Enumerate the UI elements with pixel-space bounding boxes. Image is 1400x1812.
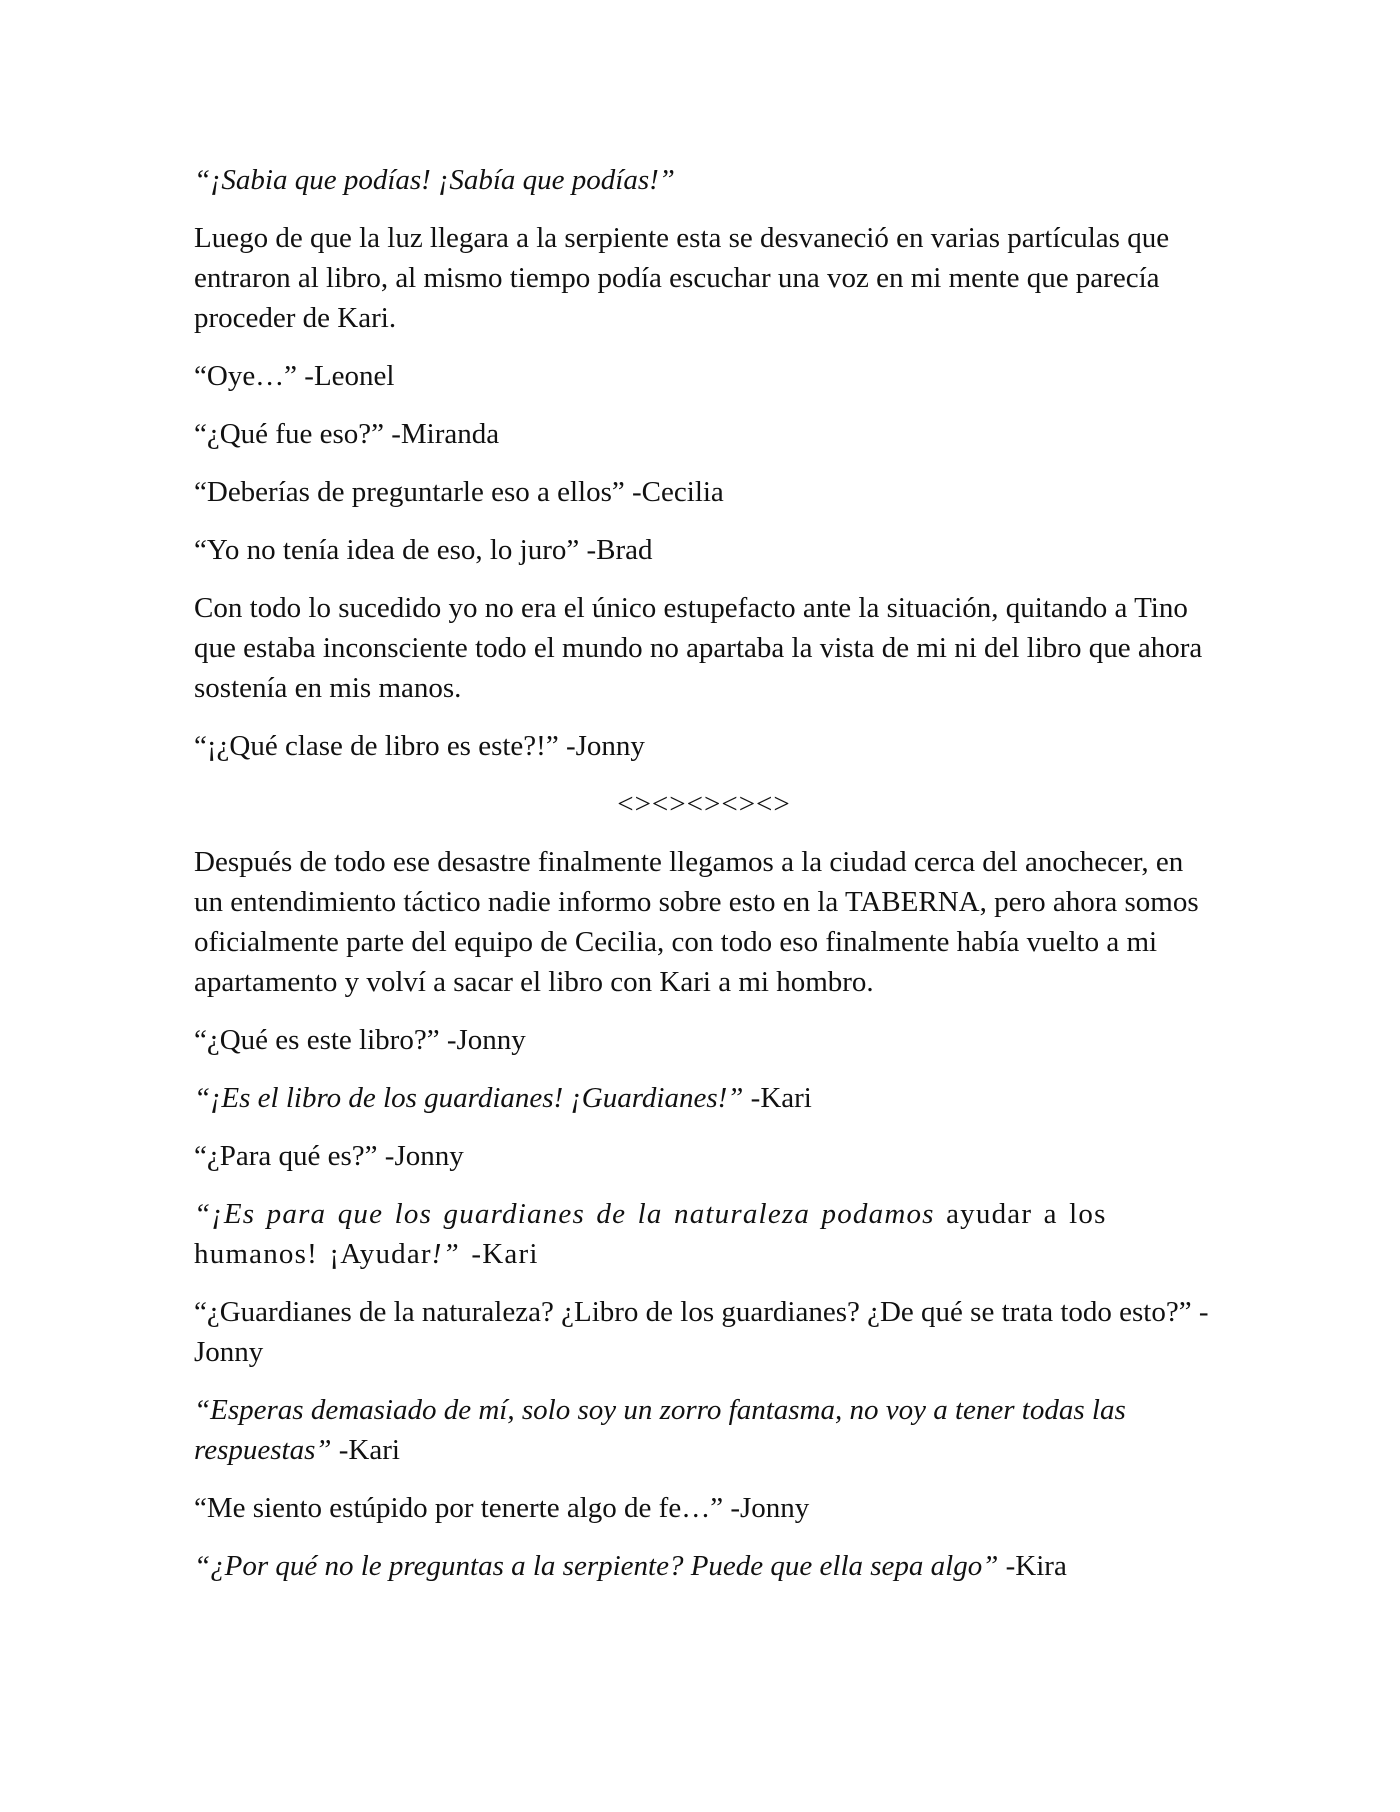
body-text: ayudar a los humanos! ¡Ayudar (194, 1198, 1107, 1270)
italic-text: “¿Por qué no le preguntas a la serpiente? Puede que ella sepa algo” (194, 1550, 999, 1582)
scene-separator: <><><><><> (617, 788, 791, 820)
dialogue-text: “Yo no tenía idea de eso, lo juro” -Brad (194, 534, 653, 566)
dialogue-text: “¿Guardianes de la naturaleza? ¿Libro de los guardianes? ¿De qué se trata todo esto?” -Jonny (194, 1296, 1209, 1368)
speaker-tag: -Kari (459, 1238, 539, 1270)
italic-text: !” (431, 1238, 460, 1270)
speaker-tag: -Kari (743, 1082, 812, 1114)
dialogue-text: “¿Qué es este libro?” -Jonny (194, 1024, 526, 1056)
dialogue-text: “¿Qué fue eso?” -Miranda (194, 418, 500, 450)
paragraph-8 (194, 726, 1214, 766)
dialogue-text: “Deberías de preguntarle eso a ellos” -Cecilia (194, 476, 724, 508)
document-page (194, 160, 1214, 1604)
speaker-tag: -Kira (998, 1550, 1067, 1582)
body-text: Después de todo ese desastre finalmente llegamos a la ciudad cerca del anochecer, en un entendimiento táctico nadie informo sobre esto en la TABERNA, pero ahora somos oficialmente parte del equipo de Cecilia, con todo eso finalmente había vuelto a mi apartamento y volví a sacar el libro con Kari a mi hombro. (194, 846, 1199, 998)
paragraph-9 (194, 842, 1214, 1002)
paragraph-2 (194, 218, 1214, 338)
paragraph-3 (194, 356, 1214, 396)
speaker-tag: -Kari (331, 1434, 400, 1466)
paragraph-14 (194, 1292, 1214, 1372)
paragraph-6 (194, 530, 1214, 570)
body-text: Luego de que la luz llegara a la serpiente esta se desvaneció en varias partículas que entraron al libro, al mismo tiempo podía escuchar una voz en mi mente que parecía proceder de Kari. (194, 222, 1170, 334)
dialogue-text: “¿Para qué es?” -Jonny (194, 1140, 464, 1172)
italic-text: “Esperas demasiado de mí, solo soy un zorro fantasma, no voy a tener todas las respuestas” (194, 1394, 1126, 1466)
paragraph-11 (194, 1078, 1214, 1118)
italic-text: “¡Es para que los guardianes de la naturaleza podamos (194, 1198, 935, 1230)
italic-text: “¡Sabia que podías! ¡Sabía que podías!” (194, 164, 675, 196)
paragraph-1 (194, 160, 1214, 200)
dialogue-text: “Oye…” -Leonel (194, 360, 395, 392)
paragraph-15 (194, 1390, 1214, 1470)
paragraph-17 (194, 1546, 1214, 1586)
paragraph-7 (194, 588, 1214, 708)
paragraph-13 (194, 1194, 1214, 1274)
paragraph-5 (194, 472, 1214, 512)
paragraph-12 (194, 1136, 1214, 1176)
paragraph-16 (194, 1488, 1214, 1528)
dialogue-text: “¡¿Qué clase de libro es este?!” -Jonny (194, 730, 645, 762)
paragraph-10 (194, 1020, 1214, 1060)
italic-text: “¡Es el libro de los guardianes! ¡Guardianes!” (194, 1082, 744, 1114)
dialogue-text: “Me siento estúpido por tenerte algo de fe…” -Jonny (194, 1492, 810, 1524)
paragraph-4 (194, 414, 1214, 454)
body-text: Con todo lo sucedido yo no era el único estupefacto ante la situación, quitando a Tino que estaba inconsciente todo el mundo no apartaba la vista de mi ni del libro que ahora sostenía en mis manos. (194, 592, 1203, 704)
